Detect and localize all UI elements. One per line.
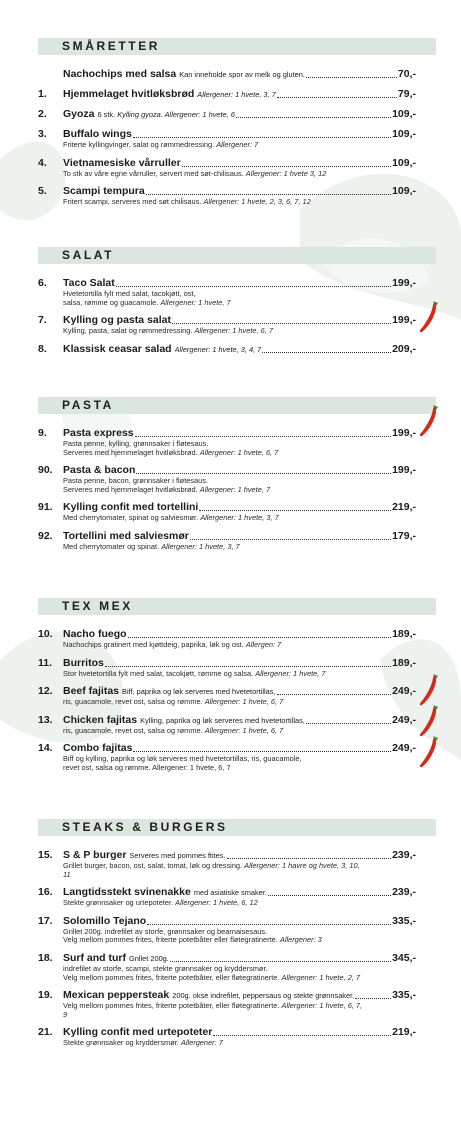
item-price: 345,- [392,951,416,964]
item-description [63,670,363,679]
item-number: 13. [38,713,53,726]
dot-leader [199,510,391,511]
item-name: Nachochips med salsa [63,68,177,80]
menu-item [0,464,436,494]
menu-item [0,68,436,81]
description-text: Serveres med hjemmelaget hvitløksbrød. [63,447,198,457]
description-allergen: Allergener: 3 [279,935,322,945]
item-description [63,170,363,179]
item-description [63,698,363,707]
description-text: Friterte kyllingvinger, salat og rømmedressing. [63,140,215,149]
dot-leader [190,539,391,540]
description-text: To stk av våre egne vårruller, servert med søt-chilisaus. [63,168,244,178]
item-number: 10. [38,628,53,640]
item-price: 199,- [392,314,416,327]
item-description [63,764,363,773]
item-description [63,198,363,207]
menu-item [0,989,436,1019]
menu-item [0,185,436,207]
dot-leader [268,895,391,896]
item-name: Scampi tempura [63,185,145,198]
description-allergen: Allergener: 1 hvete, 7 [199,484,271,494]
item-price: 239,- [392,886,416,899]
item-list [38,277,436,356]
menu-item [0,886,436,908]
dot-leader [306,77,397,78]
section-title: PASTA [38,397,436,414]
menu-item [0,657,436,679]
menu-section [38,38,436,207]
item-inline-note [175,343,262,356]
item-number: 7. [38,314,47,327]
item-price: 189,- [392,628,416,640]
item-price: 109,- [392,108,416,120]
item-price: 109,- [392,156,416,169]
item-price: 189,- [392,656,416,669]
item-number: 1. [38,88,47,100]
dot-leader [116,286,391,287]
item-list [38,849,436,1048]
dot-leader [146,194,391,195]
item-price: 335,- [392,914,416,927]
inline-text: Kylling, paprika og løk serveres med hvetetortillas, [140,715,305,725]
menu-item [0,343,436,356]
section-title: SMÅRETTER [38,38,436,55]
description-text: Fritert scampi, serveres med søt chilisaus. [63,197,202,207]
item-number: 18. [38,951,53,964]
item-price: 199,- [392,464,416,477]
item-list [38,427,436,552]
item-name: Pasta express [63,427,134,439]
description-text: Stekte grønnsaker og kryddersmør. [63,1038,179,1048]
description-text: Biff og kylling, paprika og løk serveres med hvetetortillas, ris, guacamole, [63,754,302,764]
inline-allergen: Allergener: 1 hvete, 3, 4, 7 [174,344,262,354]
menu-section [38,598,436,773]
description-allergen: Allergener: 1 hvete, 6, 7 [204,725,284,735]
item-name: Nacho fuego [63,628,127,640]
description-text: ris, guacamole, revet ost, salsa og rømme. [63,697,203,707]
item-price: 199,- [392,277,416,289]
menu-item [0,88,436,101]
item-inline-note [179,68,305,81]
item-name: Burritos [63,656,104,669]
item-name: Solomillo Tejano [63,914,147,927]
inline-text: Biff, paprika og løk serveres med hvetetortillas, [122,687,276,697]
description-text: Pasta penne, kylling, grønnsaker i fløtesaus. [63,439,209,448]
description-allergen: Allergener: 1 hvete, 3, 7 [200,513,279,523]
description-allergen: Allergener: 1 hvete, 6, 7 [204,697,284,707]
section-title: STEAKS & BURGERS [38,819,436,836]
menu-item [0,685,436,707]
item-price: 79,- [397,88,416,100]
description-allergen: Allergener: 7 [216,140,259,149]
description-text: Stor hvetetortilla fylt med salat, tacokjøtt, rømme og salsa. [63,668,254,678]
menu-item [0,501,436,523]
item-number: 9. [38,427,47,439]
chili-icon [418,704,440,738]
item-title-line [63,343,416,356]
menu-item [0,314,436,336]
description-text: Med cherrytomater og spinat. [63,541,160,551]
item-description [63,543,363,552]
menu-item [0,1026,436,1048]
item-description [63,327,363,336]
description-text: Hvetetortilla fylt med salat, tacokjøtt, ost, [63,289,196,298]
description-text: indrefilet av storfe, scampi, stekte grønnsaker og kryddersmør. [63,963,268,973]
section-title: SALAT [38,247,436,264]
item-number: 14. [38,742,53,755]
menu-item [0,952,436,982]
dot-leader [133,751,391,752]
menu-section [38,247,436,356]
inline-allergen: Kylling gyoza. Allergener: 1 hvete, 6 [117,110,235,119]
menu-item [0,427,436,457]
item-name: Langtidsstekt svinenakke [63,886,191,899]
item-number: 5. [38,185,47,198]
dot-leader [306,723,391,724]
item-number: 91. [38,501,53,514]
description-text: Kylling, pasta, salat og rømmedressing. [63,326,193,336]
dot-leader [213,1035,391,1036]
inline-text: Kan inneholde spor av melk og gluten. [179,70,305,79]
description-allergen: Allergener: 1 hvete, 2, 3, 6, 7, 12 [203,197,311,207]
description-allergen: Allergener: 1 hvete 3, 12 [245,168,327,178]
item-inline-note [197,88,275,101]
item-price: 109,- [392,128,416,140]
item-name: Vietnamesiske vårruller [63,156,181,169]
description-text: Grillet 200g. indrefilet av storfe, grønnsaker og bearnaisesaus. [63,926,268,936]
item-number: 15. [38,849,53,861]
chili-icon [418,673,440,707]
description-allergen: Allergener: 1 hvete, 7 [255,668,326,678]
inline-text: med asiatiske smaker. [193,888,267,898]
chili-icon [418,404,440,438]
chili-icon [418,735,440,769]
description-text: Velg mellom pommes frites, friterte potetbåter eller fløtegratinerte. [63,935,278,945]
item-name: Pasta & bacon [63,464,136,477]
item-name: Surf and turf [63,951,126,964]
description-text: Pasta penne, bacon, grønnsaker i fløtesaus. [63,476,209,486]
menu-item [0,277,436,307]
item-number: 3. [38,128,47,140]
menu-item [0,157,436,179]
menu-section [38,397,436,552]
description-text: Velg mellom pommes frites, friterte potetbåter, eller fløtegratinerte. [63,1001,280,1011]
inline-text: Grillet 200g. [129,953,169,963]
description-allergen: Allergener: 1 hvete, 6, 7 [194,326,273,336]
description-allergen: Allergener: 1 hvete, 6, 7 [199,447,279,457]
item-title-line [63,68,416,81]
item-description [63,862,363,879]
item-name: Hjemmelaget hvitløksbrød [63,88,195,100]
item-name: Kylling confit med urtepoteter [63,1026,213,1039]
dot-leader [133,137,391,138]
description-allergen: Allergener: 1 hvete, 6, 7, 9 [63,1001,363,1019]
item-number: 11. [38,656,53,669]
dot-leader [172,323,391,324]
item-name: S & P burger [63,849,127,861]
item-price: 109,- [392,185,416,198]
item-description [63,641,363,650]
dot-leader [182,166,391,167]
item-number: 92. [38,529,53,542]
item-price: 249,- [392,685,416,698]
menu-item [0,742,436,772]
inline-text: 200g. okse indrefilet, peppersaus og stekte grønnsaker. [172,991,355,1001]
description-allergen: Allergener: 1 hvete, 3, 7 [161,541,240,551]
menu-item [0,849,436,879]
item-description [63,974,363,983]
description-text: ris, guacamole, revet ost, salsa og rømme. [63,725,203,735]
menu-item [0,530,436,552]
item-inline-note [98,108,235,121]
item-name: Kylling og pasta salat [63,314,171,327]
item-name: Mexican peppersteak [63,989,170,1002]
description-text: revet ost, salsa og rømme. Allergener: 1 hvete, 6, 7 [63,762,231,772]
inline-text: Serveres med pommes ftites. [129,851,226,860]
item-description [63,141,363,150]
description-allergen: Allergener: 7 [180,1038,223,1048]
item-description [63,899,363,908]
item-price: 179,- [392,529,416,542]
menu-item [0,628,436,650]
menu-section [38,819,436,1048]
menu-item [0,128,436,150]
item-description [63,486,363,495]
item-number: 19. [38,989,53,1002]
item-name: Chicken fajitas [63,713,138,726]
item-number: 17. [38,914,53,927]
description-allergen: Allergener: 1 havre og hvete, 3, 10, 11 [63,861,360,879]
item-number: 90. [38,464,53,477]
description-text: Velg mellom pommes frites, friterte potetbåter, eller fløtegratinerte. [63,972,280,982]
description-text: Nachochips gratinert med kjøttdeig, paprika, løk og ost. [63,640,244,649]
item-number: 6. [38,277,47,289]
dot-leader [135,436,391,437]
item-description [63,514,363,523]
item-price: 219,- [392,501,416,514]
item-number: 12. [38,685,53,698]
menu-item [0,108,436,121]
description-allergen: Allergener: 1 hvete, 2, 7 [281,972,361,982]
item-name: Klassisk ceasar salad [63,342,172,355]
dot-leader [128,637,391,638]
item-list [38,628,436,773]
dot-leader [147,924,391,925]
item-price: 209,- [392,342,416,355]
item-description [63,449,363,458]
item-price: 249,- [392,713,416,726]
item-name: Taco Salat [63,277,115,289]
item-list [38,68,436,207]
description-allergen: Allergener: 1 hvete, 6, 12 [175,898,258,908]
dot-leader [277,97,397,98]
item-name: Gyoza [63,108,95,120]
description-text: Serveres med hjemmelaget hvitløksbrød. [63,484,198,494]
item-title-line [63,108,416,121]
description-allergen: Allergen: 7 [245,640,282,649]
inline-allergen: Allergener: 1 hvete, 3, 7 [197,90,276,99]
item-name: Buffalo wings [63,128,132,140]
item-price: 239,- [392,849,416,861]
description-text: Grillet burger, bacon, ost, salat, tomat, løk og dressing. [63,861,243,870]
item-price: 70,- [397,68,416,80]
item-name: Kylling confit med tortellini [63,501,199,514]
item-number: 21. [38,1026,53,1039]
item-description [63,1002,363,1019]
dot-leader [227,858,392,859]
item-title-line [63,88,416,101]
dot-leader [170,961,391,962]
description-text: Med cherrytomater, spinat og salviesmør. [63,513,199,523]
item-description [63,727,363,736]
item-price: 249,- [392,742,416,755]
item-name: Tortellini med salviesmør [63,529,189,542]
item-description [63,299,363,308]
item-number: 2. [38,108,47,120]
item-name: Beef fajitas [63,685,120,698]
item-name: Combo fajitas [63,742,133,755]
dot-leader [262,352,391,353]
item-price: 199,- [392,427,416,439]
dot-leader [355,998,391,999]
description-allergen: Allergener: 1 hvete, 7 [160,297,231,307]
dot-leader [236,117,391,118]
description-text: salsa, rømme og guacamole. [63,297,159,307]
item-price: 335,- [392,989,416,1002]
item-number: 4. [38,156,47,169]
inline-text: 6 stk. [97,110,116,119]
dot-leader [105,666,391,667]
item-number: 8. [38,342,47,355]
description-text: Stekte grønnsaker og urtepoteter. [63,898,174,908]
section-title: TEX MEX [38,598,436,615]
item-description [63,936,363,945]
dot-leader [136,473,391,474]
item-description [63,1039,363,1048]
dot-leader [277,694,392,695]
item-price: 219,- [392,1026,416,1039]
item-number: 16. [38,886,53,899]
menu-item [0,915,436,945]
chili-icon [418,300,440,334]
menu-item [0,714,436,736]
